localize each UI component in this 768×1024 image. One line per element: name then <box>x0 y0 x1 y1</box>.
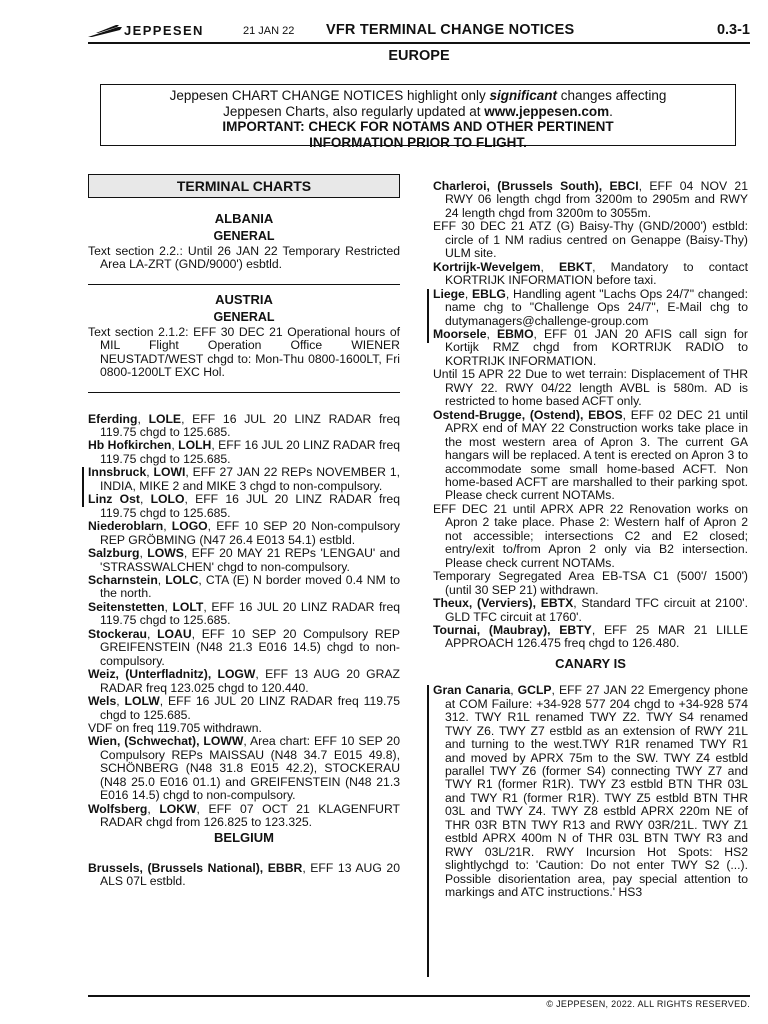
jeppesen-logo <box>88 23 204 38</box>
airport-name: Scharnstein <box>88 572 158 587</box>
divider <box>88 392 400 393</box>
icao-code: EBOS <box>588 407 623 422</box>
list-item <box>433 597 748 624</box>
albania-text: Text section 2.2.: Until 26 JAN 22 Temporary Restricted Area LA-ZRT (GND/9000') esbtld. <box>88 243 400 272</box>
footer-rule <box>88 995 750 997</box>
list-item: Liege, EBLG, Handling agent "Lachs Ops 24/7" changed: name chg to "Challenge Ops 24/7", E-Mail chg to dutymanagers@challenge-group.com <box>433 288 748 328</box>
entry-text: , Standard TFC circuit at 2100'. GLD TFC circuit at 1760'. <box>445 596 748 624</box>
albania-general: GENERAL <box>213 229 275 244</box>
notice-box <box>100 84 736 150</box>
entry-text: EFF 30 DEC 21 ATZ (G) Baisy-Thy (GND/2000') estbld: circle of 1 NM radius centred on Genappe (Baisy-Thy) ULM site. <box>433 219 748 261</box>
entry-text: , EFF 10 SEP 20 Compulsory REP GREIFENSTEIN (N48 21.3 E016 14.5) chgd to non-compulsory. <box>100 626 400 668</box>
entry-text: , EFF 02 DEC 21 until APRX end of MAY 22 Construction works take place in the most western area of Apron 3. The current GA hangars will be replaced. A tent is erected on Apron 3 to accommodate some small home-based ACFT. Non home-based ACFT are marshalled to their parking spot. Please check current NOTAMs. <box>445 407 748 503</box>
list-item: Scharnstein, LOLC, CTA (E) N border moved 0.4 NM to the north. <box>88 572 400 601</box>
entry-text: , EFF 01 JAN 20 AFIS call sign for Kortijk RMZ chgd from KORTRIJK RADIO to KORTRIJK INFORMATION. <box>445 326 748 368</box>
airport-name: Kortrijk-Wevelgem <box>433 259 541 274</box>
airport-name: Wolfsberg <box>88 801 148 816</box>
airport-name: Linz Ost <box>88 492 140 507</box>
list-item <box>433 409 748 503</box>
airport-name: Weiz <box>88 667 116 682</box>
canary-entries <box>433 684 748 899</box>
region-title: EUROPE <box>388 48 450 64</box>
list-item <box>88 722 400 735</box>
page-header <box>88 22 750 44</box>
austria-general: GENERAL <box>213 310 275 325</box>
airport-alt-name: , (Brussels South), <box>486 179 610 193</box>
airport-alt-name: , (Maubray), <box>476 622 560 637</box>
list-item: Gran Canaria, GCLP, EFF 27 JAN 22 Emergency phone at COM Failure: +34-928 577 204 chgd to +34-928 574 312. TWY R1L renamed TWY Z2. TWY S4 renamed TWY Z6. TWY Z7 estbld as an extension of RWY 21L and turning to the west.TWY R1R renamed TWY R1 and moved by APRX 75m to the SW. TWY Z4 estbld parallel TWY Z6 (former S4) connecting TWY Z7 and TWY R1 (former R1R). TWY Z3 estbld BTN THR 03L and TWY R1 (former R1R). TWY Z5 estbld BTN THR 03L and TWY Z4. TWY Z8 estbld APRX 220m NE of THR 03R BTN TWY R13 and RWY 03R/21L. TWY Z1 estbld APRX 400m N of THR 03L BTN TWY R3 and RWY 03L/21R. RWY Incursion Hot Spots: HS2 slightlychgd to: 'Caution: Do not enter TWY S2 (...). Possible disorientation area, pay special attention to markings and ATC instructions.' HS3 <box>433 684 748 899</box>
list-item: Wolfsberg, LOKW, EFF 07 OCT 21 KLAGENFURT RADAR chgd from 126.825 to 123.325. <box>88 801 400 830</box>
list-item: Seitenstetten, LOLT, EFF 16 JUL 20 LINZ RADAR freq 119.75 chgd to 125.685. <box>88 599 400 628</box>
change-bar <box>427 685 429 977</box>
list-item: Innsbruck, LOWI, EFF 27 JAN 22 REPs NOVEMBER 1, INDIA, MIKE 2 and MIKE 3 chgd to non-compulsory. <box>88 466 400 493</box>
page-number: 0.3-1 <box>716 22 750 38</box>
icao-code: LOLC <box>165 572 199 587</box>
icao-code: LOKW <box>159 801 197 816</box>
entry-text: , Handling agent "Lachs Ops 24/7" changed: name chg to "Challenge Ops 24/7", E-Mail chg to dutymanagers@challenge-group.com <box>445 286 748 328</box>
icao-code: LOLT <box>172 599 204 614</box>
airport-name: Charleroi <box>433 179 487 193</box>
icao-code: EBCI <box>609 179 639 193</box>
airport-name: Eferding <box>88 411 138 426</box>
belgium-entries-right <box>433 180 748 651</box>
list-item: Eferding, LOLE, EFF 16 JUL 20 LINZ RADAR freq 119.75 chgd to 125.685. <box>88 411 400 439</box>
entry-text: , EFF 13 AUG 20 GRAZ RADAR freq 123.025 chgd to 120.440. <box>100 667 400 695</box>
jeppesen-link[interactable]: www.jeppesen.com <box>484 103 610 119</box>
list-item <box>88 668 400 695</box>
icao-code: EBKT <box>558 259 593 274</box>
airport-name: Gran Canaria <box>433 683 511 698</box>
icao-code: LOLH <box>178 438 212 453</box>
list-item <box>433 624 748 651</box>
entry-text: , EFF 27 JAN 22 Emergency phone at COM Failure: +34-928 577 204 chgd to +34-928 574 312. TWY R1L renamed TWY Z2. TWY S4 renamed TWY Z6. TWY Z7 estbld as an extension of RWY 21L and turning to the west.TWY R1R renamed TWY R1 and moved by APRX 75m to the SW. TWY Z4 estbld parallel TWY Z6 (former S4) connecting TWY Z7 and TWY R1 (former R1R). TWY Z3 estbld BTN THR 03L and TWY R1 (former R1R). TWY Z5 estbld BTN THR 03L and TWY Z4. TWY Z8 estbld APRX 220m NE of THR 03R BTN TWY R13 and RWY 03R/21L. TWY Z1 estbld APRX 400m N of THR 03L BTN TWY R3 and RWY 03L/21R. RWY Incursion Hot Spots: HS2 slightlychgd to: 'Caution: Do not enter TWY S2 (...). Possible disorientation area, pay special attention to markings and ATC instructions.' HS3 <box>445 683 748 900</box>
entry-text: , EFF 13 AUG 20 ALS 07L estbld. <box>100 861 400 889</box>
icao-code: LOAU <box>157 626 192 641</box>
list-item <box>88 862 400 889</box>
list-item: Stockerau, LOAU, EFF 10 SEP 20 Compulsory REP GREIFENSTEIN (N48 21.3 E016 14.5) chgd to non-compulsory. <box>88 626 400 668</box>
entry-text: , Area chart: EFF 10 SEP 20 Compulsory REPs MAISSAU (N48 34.7 E015 49.8), SCHÖNBERG (N48 31.8 E015 42.2), STOCKERAU (N48 25.0 E016 01.1) and GREIFENSTEIN (N48 21.3 E016 14.5) chgd to non-compulsory. <box>100 734 400 803</box>
entry-text: , EFF 07 OCT 21 KLAGENFURT RADAR chgd from 126.825 to 123.325. <box>100 801 400 830</box>
icao-code: LOLE <box>148 411 182 426</box>
list-item: Kortrijk-Wevelgem, EBKT, Mandatory to contact KORTRIJK INFORMATION before taxi. <box>433 259 748 288</box>
country-belgium: BELGIUM <box>214 829 274 845</box>
right-column <box>433 180 748 900</box>
airport-alt-name: , (Ostend), <box>521 407 589 422</box>
entry-text: Temporary Segregated Area EB-TSA C1 (500'/ 1500') (until 30 SEP 21) withdrawn. <box>433 569 748 597</box>
country-austria: AUSTRIA <box>215 291 273 307</box>
list-item: Moorsele, EBMO, EFF 01 JAN 20 AFIS call sign for Kortijk RMZ chgd from KORTRIJK RADIO to KORTRIJK INFORMATION. <box>433 326 748 368</box>
left-column <box>88 176 400 889</box>
airport-alt-name: , (Verviers), <box>468 596 541 611</box>
airport-name: Ostend-Brugge <box>433 407 522 422</box>
airport-name: Niederoblarn <box>88 519 164 534</box>
entry-text: , EFF 16 JUL 20 LINZ RADAR freq 119.75 chgd to 125.685. <box>100 438 401 466</box>
airport-name: Innsbruck <box>88 465 147 480</box>
list-item <box>433 368 748 408</box>
airport-name: Moorsele <box>433 326 487 341</box>
jeppesen-wing-icon <box>88 24 122 38</box>
entry-text: EFF DEC 21 until APRX APR 22 Renovation works on Apron 2 take place. Phase 2: Western half of Apron 2 not accessible; intersections C2 and E2 closed; entry/exit to/from Apron 2 only via B2 intersection. Please check current NOTAMs. <box>433 501 748 570</box>
icao-code: LOWS <box>147 546 184 561</box>
entry-text: , EFF 16 JUL 20 LINZ RADAR freq 119.75 chgd to 125.685. <box>100 694 400 722</box>
airport-name: Salzburg <box>88 546 140 561</box>
change-bar <box>82 467 84 507</box>
icao-code: EBTY <box>559 622 592 637</box>
list-item: Linz Ost, LOLO, EFF 16 JUL 20 LINZ RADAR freq 119.75 chgd to 125.685. <box>88 492 400 520</box>
icao-code: EBMO <box>496 326 534 341</box>
notice-line-3: IMPORTANT: CHECK FOR NOTAMS AND OTHER PERTINENT <box>222 119 614 134</box>
notice-line-2: Jeppesen Charts, also regularly updated at www.jeppesen.com. <box>223 103 613 119</box>
country-albania: ALBANIA <box>214 211 274 226</box>
airport-name: Stockerau <box>88 626 147 641</box>
icao-code: GCLP <box>517 683 552 698</box>
notice-line-1: Jeppesen CHART CHANGE NOTICES highlight only significant changes affecting <box>169 88 667 103</box>
icao-code: LOLO <box>150 492 185 507</box>
icao-code: LOWI <box>153 465 186 480</box>
entry-text: , CTA (E) N border moved 0.4 NM to the north. <box>100 572 400 601</box>
icao-code: LOGW <box>217 667 256 682</box>
airport-name: Hb Hofkirchen <box>88 438 172 453</box>
copyright: © JEPPESEN, 2022. ALL RIGHTS RESERVED. <box>546 999 750 1009</box>
list-item: Niederoblarn, LOGO, EFF 10 SEP 20 Non-compulsory REP GRÖBMING (N47 26.4 E013 54.1) estbld. <box>88 519 400 547</box>
airport-name: Tournai <box>433 622 477 637</box>
list-item: Salzburg, LOWS, EFF 20 MAY 21 REPs 'LENGAU' and 'STRASSWALCHEN' chgd to non-compulsory. <box>88 546 400 574</box>
entry-text: , EFF 27 JAN 22 REPs NOVEMBER 1, INDIA, MIKE 2 and MIKE 3 chgd to non-compulsory. <box>100 465 401 493</box>
airport-alt-name: , (Brussels National), <box>139 861 268 876</box>
entry-text: VDF on freq 119.705 withdrawn. <box>88 720 262 735</box>
icao-code: LOGO <box>171 519 208 534</box>
list-item <box>433 570 748 597</box>
entry-text: Until 15 APR 22 Due to wet terrain: Displacement of THR RWY 22. RWY 04/22 length AVBL is 580m. AD is restricted to home based ACFT only. <box>433 367 748 409</box>
list-item: Wels, LOLW, EFF 16 JUL 20 LINZ RADAR freq 119.75 chgd to 125.685. <box>88 694 400 722</box>
airport-name: Liege <box>433 286 465 301</box>
austria-text: Text section 2.1.2: EFF 30 DEC 21 Operational hours of MIL Flight Operation Office WIENER NEUSTADT/WEST chgd to: Mon-Thu 0800-1600LT, Fri 0800-1200LT EXC Hol. <box>88 324 400 380</box>
icao-code: LOWW <box>203 734 244 749</box>
list-item <box>433 503 748 570</box>
list-item <box>88 735 400 802</box>
airport-name: Brussels <box>88 861 140 876</box>
list-item: Hb Hofkirchen, LOLH, EFF 16 JUL 20 LINZ RADAR freq 119.75 chgd to 125.685. <box>88 438 401 466</box>
airport-name: Theux <box>433 596 469 611</box>
icao-code: EBTX <box>540 596 574 611</box>
austria-entries <box>88 413 400 830</box>
divider <box>88 284 400 285</box>
airport-name: Seitenstetten <box>88 599 165 614</box>
entry-text: , Mandatory to contact KORTRIJK INFORMATION before taxi. <box>445 259 748 288</box>
airport-name: Wien <box>88 734 118 749</box>
icao-code: EBBR <box>267 861 303 876</box>
entry-text: , EFF 16 JUL 20 LINZ RADAR freq 119.75 chgd to 125.685. <box>100 492 400 520</box>
header-title: VFR TERMINAL CHANGE NOTICES <box>326 22 575 38</box>
entry-text: , EFF 25 MAR 21 LILLE APPROACH 126.475 freq chgd to 126.480. <box>445 622 748 651</box>
header-rule <box>88 42 750 44</box>
airport-alt-name: , (Unterfladnitz), <box>115 667 218 682</box>
entry-text: , EFF 10 SEP 20 Non-compulsory REP GRÖBMING (N47 26.4 E013 54.1) estbld. <box>100 519 400 547</box>
icao-code: LOLW <box>124 694 160 709</box>
change-bar <box>427 289 429 343</box>
section-title: TERMINAL CHARTS <box>88 174 400 198</box>
list-item <box>433 180 748 220</box>
entry-text: , EFF 04 NOV 21 RWY 06 length chgd from 3200m to 2905m and RWY 24 length chgd from 3200m to 3055m. <box>445 179 748 220</box>
airport-alt-name: , (Schwechat), <box>117 734 204 749</box>
logo-text: JEPPESEN <box>124 23 204 38</box>
belgium-entries-left <box>88 852 400 889</box>
header-date: 21 JAN 22 <box>243 25 295 37</box>
entry-text: , EFF 20 MAY 21 REPs 'LENGAU' and 'STRASSWALCHEN' chgd to non-compulsory. <box>100 546 400 574</box>
entry-text: , EFF 16 JUL 20 LINZ RADAR freq 119.75 chgd to 125.685. <box>100 411 400 439</box>
country-canary: CANARY IS <box>555 655 626 671</box>
list-item <box>433 220 748 260</box>
icao-code: EBLG <box>472 286 506 301</box>
entry-text: , EFF 16 JUL 20 LINZ RADAR freq 119.75 chgd to 125.685. <box>100 599 400 628</box>
airport-name: Wels <box>88 694 117 709</box>
notice-line-4: INFORMATION PRIOR TO FLIGHT. <box>309 134 527 150</box>
